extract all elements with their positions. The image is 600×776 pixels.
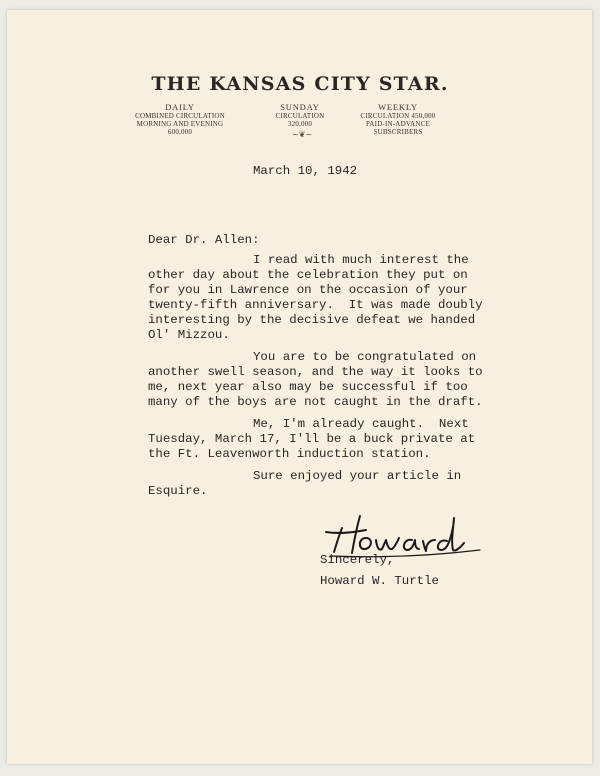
body-line: Me, I'm already caught. Next: [253, 417, 469, 431]
letterhead-title: THE KANSAS CITY STAR.: [151, 73, 449, 95]
weekly-heading: WEEKLY: [378, 102, 418, 112]
handwritten-signature: [320, 498, 490, 560]
ornament-icon: ~❦~: [292, 130, 313, 139]
body-line: Sure enjoyed your article in: [253, 469, 462, 483]
body-line: twenty-fifth anniversary. It was made doubly: [148, 298, 483, 312]
body-line: for you in Lawrence on the occasion of your: [148, 283, 468, 297]
sunday-line: 320,000: [287, 120, 313, 128]
body-line: me, next year also may be successful if too: [148, 380, 468, 394]
daily-heading: DAILY: [165, 102, 195, 112]
body-line: another swell season, and the way it looks to: [148, 365, 483, 379]
body-line: many of the boys are not caught in the draft.: [148, 395, 483, 409]
body-line: Esquire.: [148, 484, 208, 498]
weekly-line: PAID-IN-ADVANCE: [365, 120, 431, 128]
daily-line: COMBINED CIRCULATION: [135, 112, 225, 120]
weekly-line: CIRCULATION 450,000: [360, 112, 436, 120]
daily-line: 600,000: [167, 128, 193, 136]
body-line: Tuesday, March 17, I'll be a buck private at: [148, 432, 476, 446]
daily-line: MORNING AND EVENING: [136, 120, 224, 128]
body-line: the Ft. Leavenworth induction station.: [148, 447, 431, 461]
body-line: I read with much interest the: [253, 253, 469, 267]
weekly-circulation: [333, 102, 463, 136]
salutation: Dear Dr. Allen:: [148, 233, 260, 247]
sunday-heading: SUNDAY: [280, 102, 320, 112]
letter-date: March 10, 1942: [253, 164, 358, 178]
body-line: interesting by the decisive defeat we handed: [148, 313, 476, 327]
signer-name: Howard W. Turtle: [320, 574, 439, 588]
sunday-line: CIRCULATION: [275, 112, 325, 120]
body-line: other day about the celebration they put on: [148, 268, 468, 282]
weekly-line: SUBSCRIBERS: [373, 128, 423, 136]
daily-circulation: [115, 102, 245, 136]
body-line: You are to be congratulated on: [253, 350, 477, 364]
body-line: Ol' Mizzou.: [148, 328, 230, 342]
closing: Sincerely,: [320, 553, 395, 567]
